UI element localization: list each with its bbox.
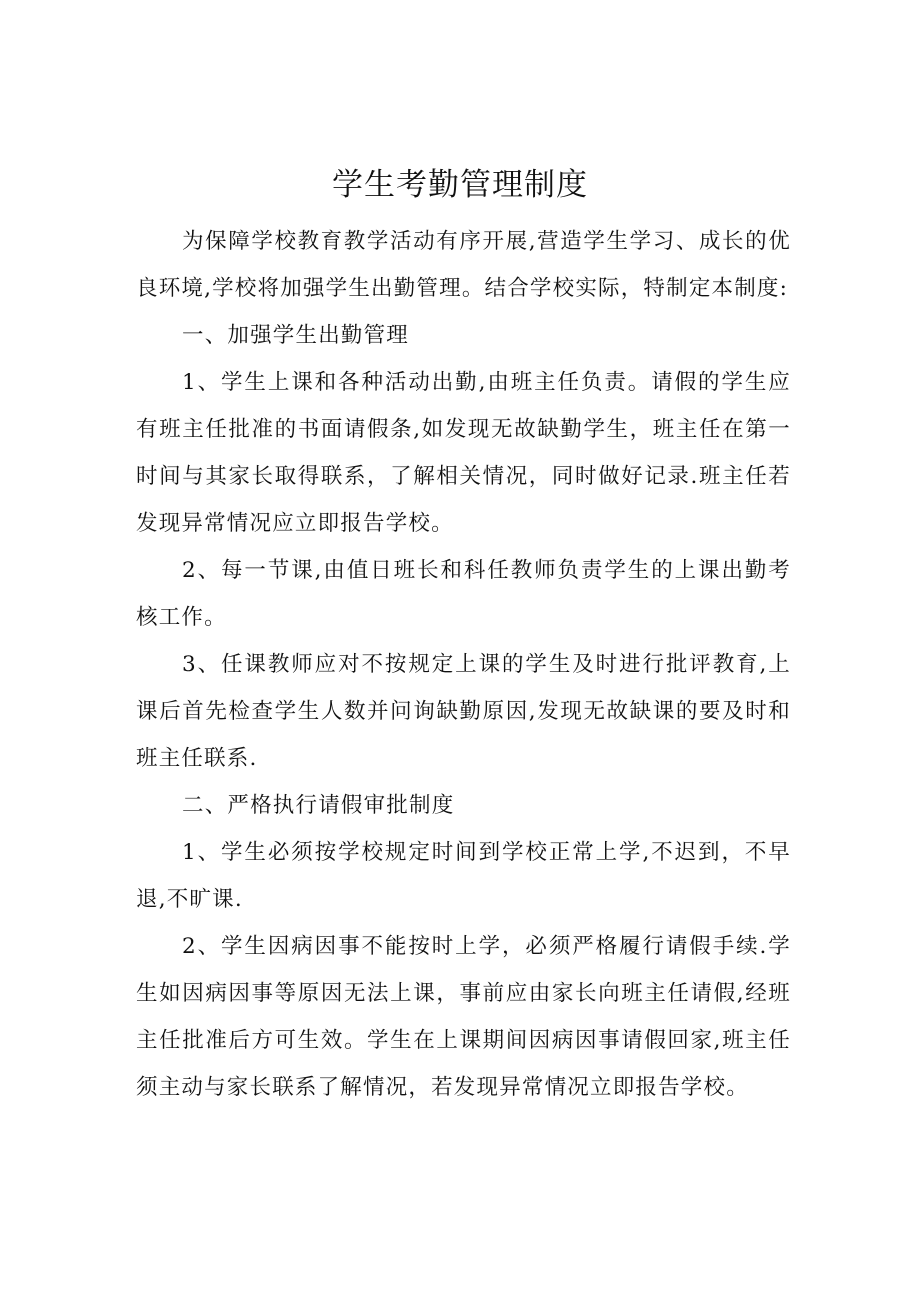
document-body: [136, 218, 791, 1111]
section-1-item-3: 3、任课教师应对不按规定上课的学生及时进行批评教育,上课后首先检查学生人数并问询缺勤原因,发现无故缺课的要及时和班主任联系.: [136, 652, 791, 771]
section-heading-2: 二、严格执行请假审批制度: [182, 793, 455, 818]
section-2-item-1: 1、学生必须按学校规定时间到学校正常上学,不迟到，不早退,不旷课.: [136, 840, 791, 912]
section-1-item-2: 2、每一节课,由值日班长和科任教师负责学生的上课出勤考核工作。: [136, 558, 791, 630]
section-1-item-1: 1、学生上课和各种活动出勤,由班主任负责。请假的学生应有班主任批准的书面请假条,如发现无故缺勤学生，班主任在第一时间与其家长取得联系，了解相关情况，同时做好记录.班主任若发现异常情况应立即报告学校。: [136, 370, 791, 536]
intro-paragraph: 为保障学校教育教学活动有序开展,营造学生学习、成长的优良环境,学校将加强学生出勤管理。结合学校实际，特制定本制度:: [136, 229, 791, 301]
document-title: 学生考勤管理制度: [332, 167, 588, 203]
section-2-item-2: 2、学生因病因事不能按时上学，必须严格履行请假手续.学生如因病因事等原因无法上课，事前应由家长向班主任请假,经班主任批准后方可生效。学生在上课期间因病因事请假回家,班主任须主动与家长联系了解情况，若发现异常情况立即报告学校。: [136, 934, 791, 1100]
section-heading-1: 一、加强学生出勤管理: [182, 323, 410, 348]
